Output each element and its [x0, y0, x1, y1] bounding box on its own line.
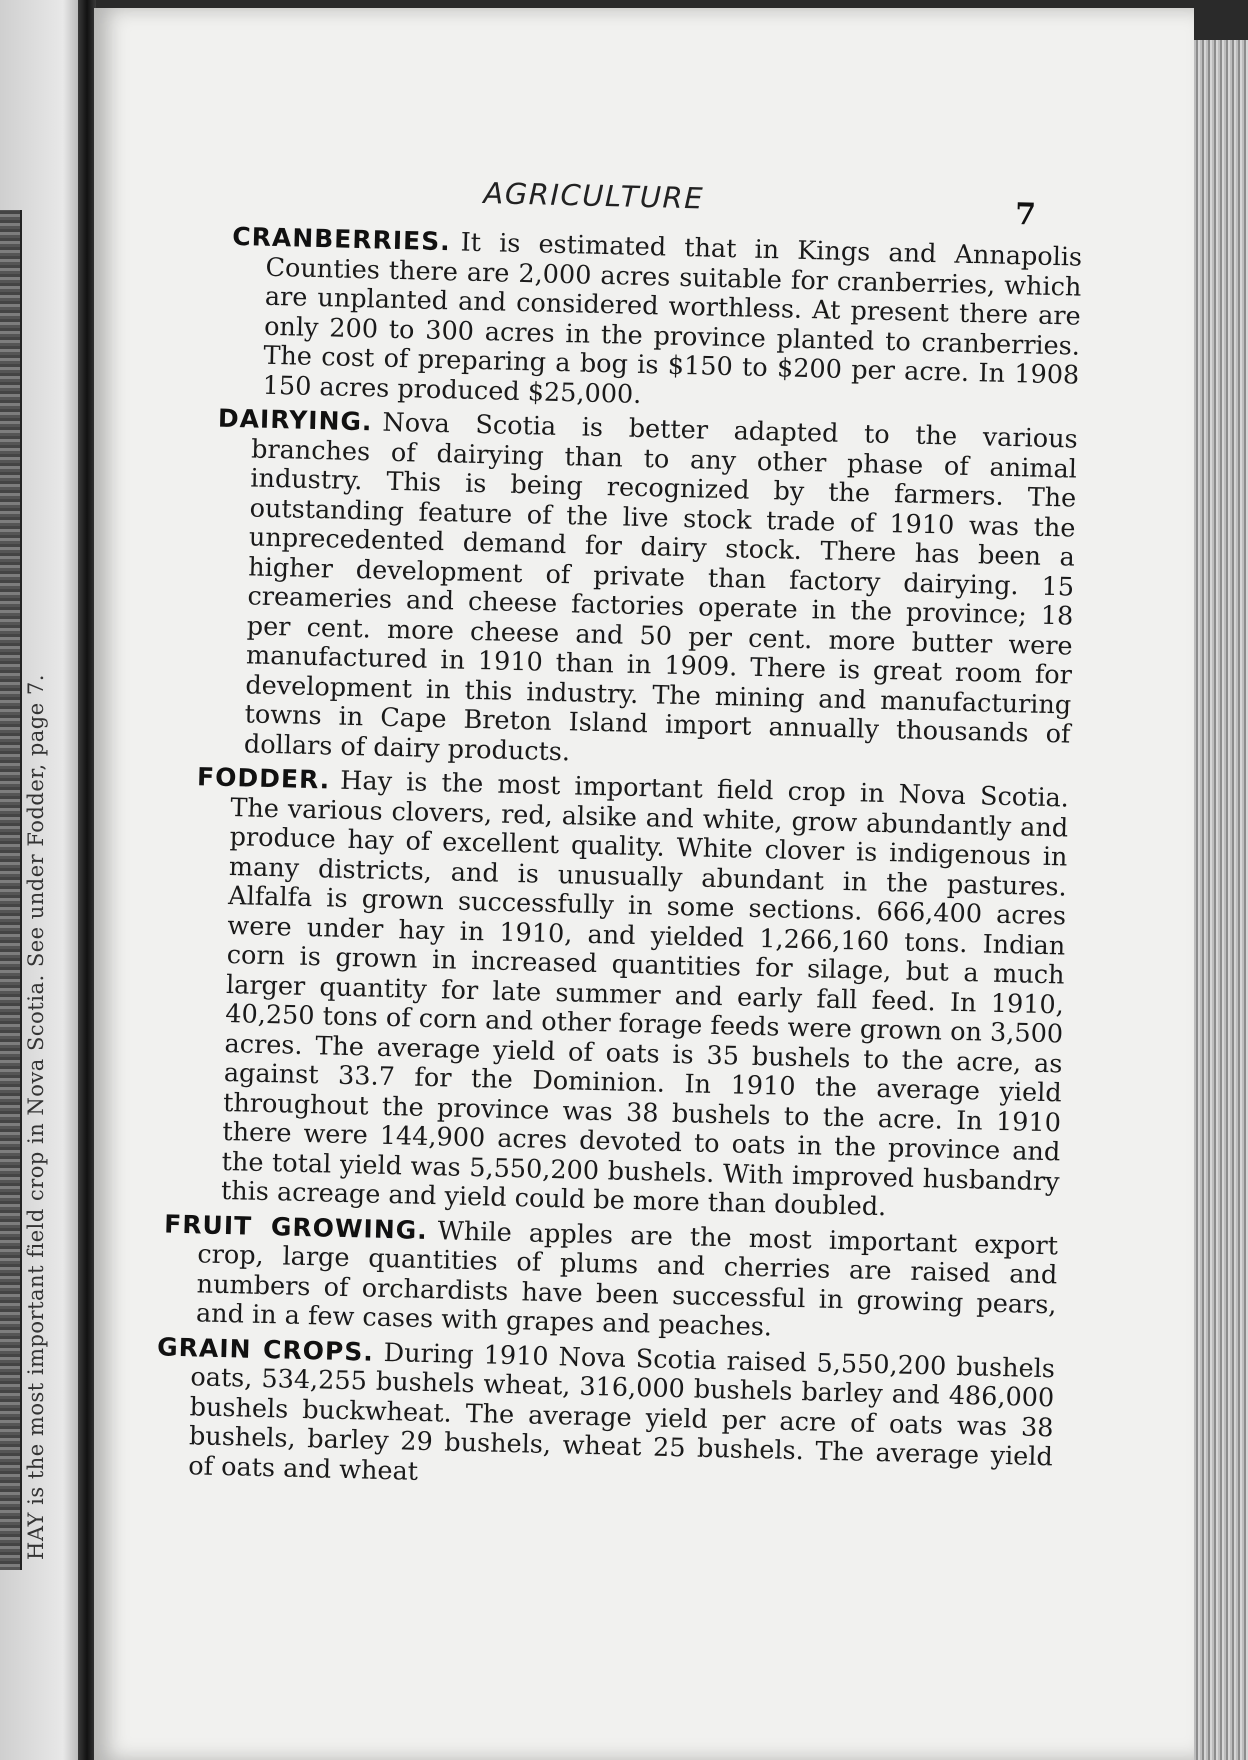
running-title: AGRICULTURE [483, 176, 705, 216]
entry-text: Hay is the most important field crop in Nova Scotia. The various clovers, red, alsike and white, grow abundantly and produce hay of excellent quality. White clover is indigenous in many districts, and is unusually abundant in the pastures. Alfalfa is grown successfully in some sections. 666,400 acres were under hay in 1910, and yielded 1,266,160 tons. Indian corn is grown in increased quantities for silage, but a much larger quantity for late summer and early fall feed. In 1910, 40,250 tons of corn and other forage feeds were grown on 3,500 acres. The average yield of oats is 35 bushels to the acre, as against 33.7 for the Dominion. In 1910 the average yield throughout the province was 38 bushels to the acre. In 1910 there were 144,900 acres devoted to oats in the province and the total yield was 5,550,200 bushels. With improved husbandry this acreage and yield could be more than doubled. [220, 765, 1070, 1223]
entry-text: It is estimated that in Kings and Annapolis Counties there are 2,000 acres suitable for cranberries, which are unplanted and considered worthless. At present there are only 200 to 300 acres in the province planted to cranberries. The cost of preparing a bog is $150 to $200 per acre. In 1908 150 acres produced $25,000. [262, 227, 1083, 410]
entry-dairying [210, 404, 1078, 780]
entry-heading: CRANBERRIES. [231, 221, 452, 257]
entry-text: Nova Scotia is better adapted to the various branches of dairying than to any other phase of animal industry. This is being recognized by the farmers. The outstanding feature of the live stock trade of 1910 was the unprecedented demand for dairy stock. There has been a higher development of private than factory dairying. 15 creameries and cheese factories operate in the province; 18 per cent. more cheese and 50 per cent. more butter were manufactured in 1910 than in 1909. There is great room for development in this industry. The mining and manufacturing towns in Cape Breton Island import annually thousands of dollars of dairy products. [243, 407, 1079, 767]
entry-fruit-growing [162, 1209, 1059, 1350]
entry-fodder [187, 762, 1070, 1227]
entry-heading: FODDER. [196, 762, 331, 795]
page-number: 7 [1014, 197, 1037, 233]
entry-heading: FRUIT GROWING. [163, 1209, 429, 1245]
entry-grain-crops [154, 1332, 1055, 1502]
facing-page-plate-image [0, 210, 22, 1570]
entry-heading: DAIRYING. [217, 403, 373, 437]
page-edges [1194, 40, 1248, 1760]
page-content [122, 168, 1084, 1506]
entry-cranberries [228, 222, 1082, 421]
entry-heading: GRAIN CROPS. [156, 1331, 375, 1367]
entry-text: During 1910 Nova Scotia raised 5,550,200 bushels oats, 534,255 bushels wheat, 316,000 bushels barley and 486,000 bushels buckwheat. The average yield per acre of oats was 38 bushels, barley 29 bushels, wheat 25 bushels. The average yield of oats and wheat [187, 1337, 1056, 1487]
facing-page-caption: HAY is the most important field crop in Nova Scotia. See under Fodder, page 7. [24, 674, 48, 1560]
entry-text: While apples are the most important export crop, large quantities of plums and cherries are raised and numbers of orchardists have been successful in growing pears, and in a few cases with grapes and peaches. [195, 1215, 1059, 1343]
facing-page [0, 0, 90, 1760]
book-page [94, 8, 1194, 1760]
